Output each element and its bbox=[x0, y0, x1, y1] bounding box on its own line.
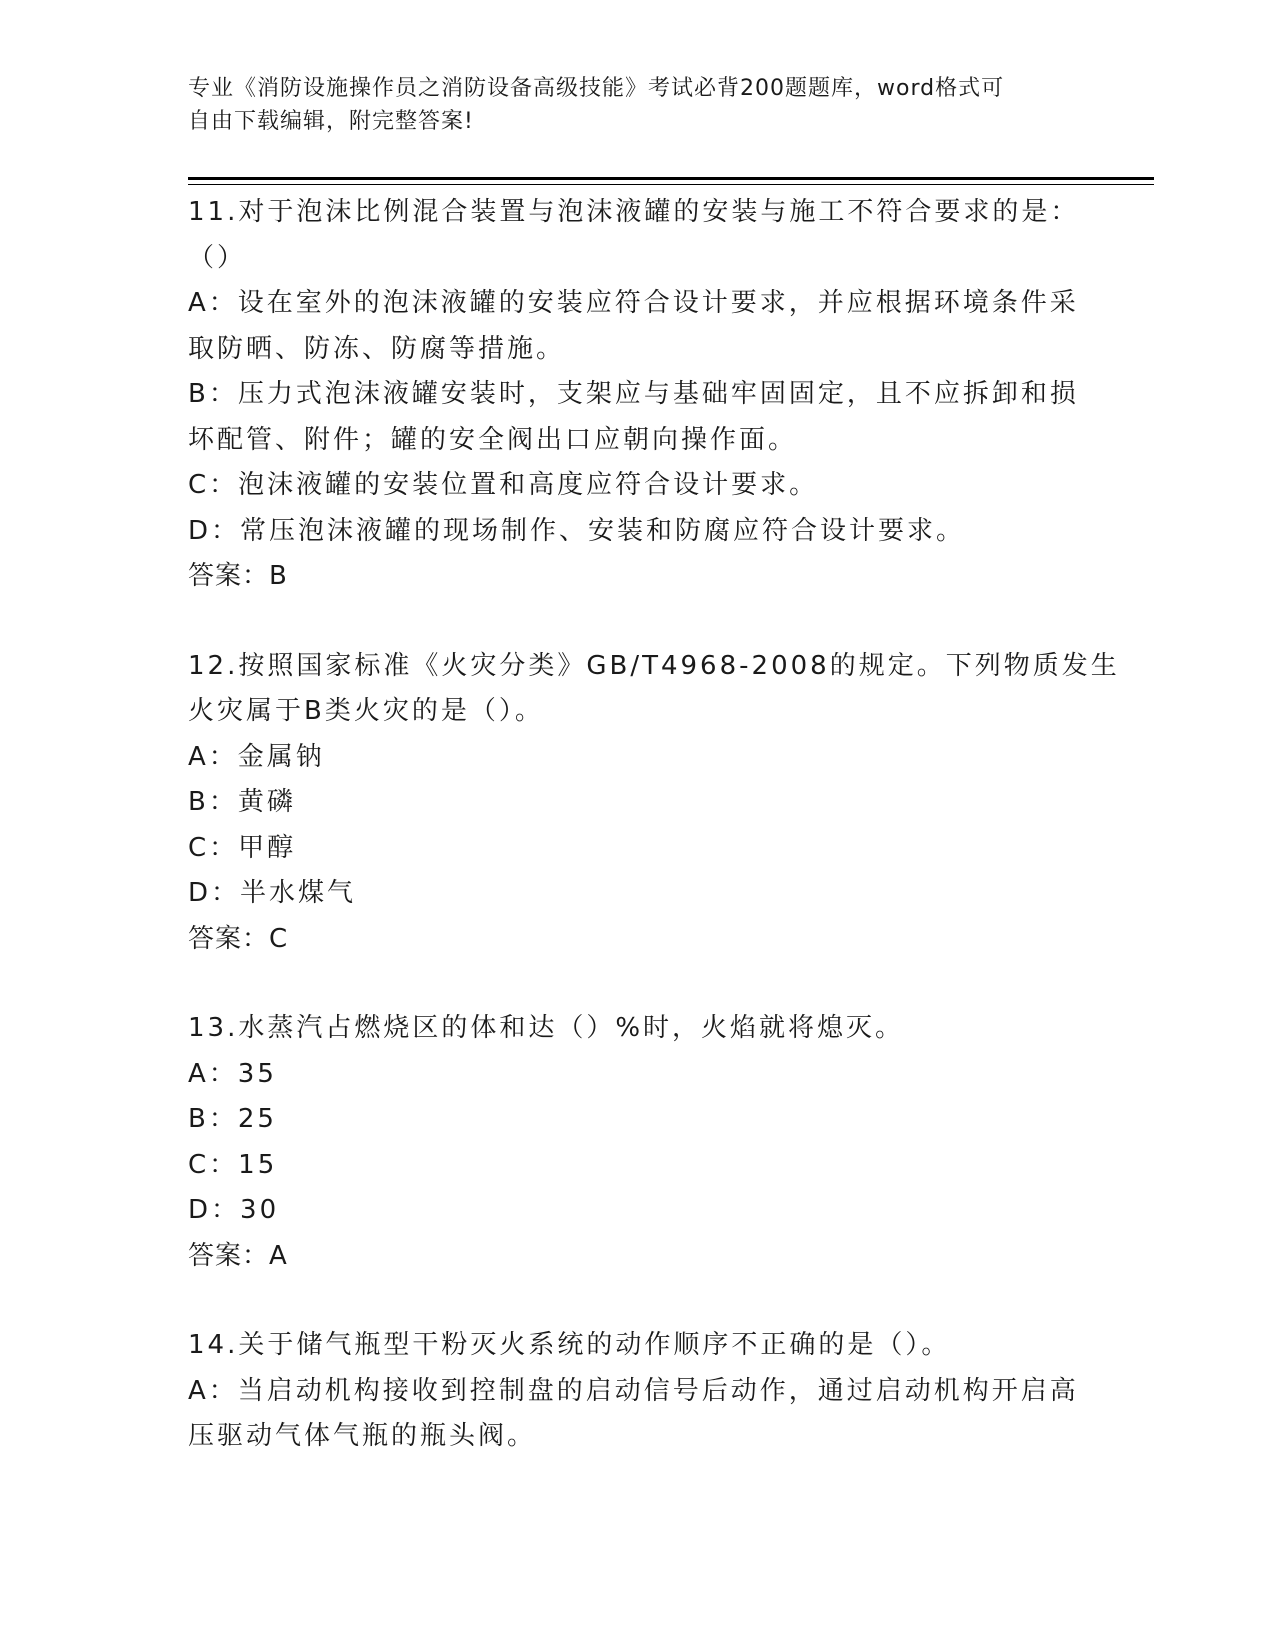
question-list bbox=[188, 190, 1120, 1460]
header-line-2: 自由下载编辑，附完整答案! bbox=[188, 109, 474, 134]
option-line: C：甲醇 bbox=[188, 832, 297, 863]
option-line: D：30 bbox=[188, 1195, 280, 1225]
question-spacer bbox=[188, 600, 1088, 644]
option-line: D：半水煤气 bbox=[188, 878, 357, 908]
question-stem-line: 14.关于储气瓶型干粉灭火系统的动作顺序不正确的是（）。 bbox=[188, 1330, 951, 1360]
option-line: D：常压泡沫液罐的现场制作、安装和防腐应符合设计要求。 bbox=[188, 515, 966, 546]
question-block bbox=[188, 644, 1120, 963]
answer-line: 答案：A bbox=[188, 1240, 288, 1271]
option-line: A：35 bbox=[188, 1058, 277, 1089]
option-line: C：15 bbox=[188, 1149, 278, 1180]
option-line: 坏配管、附件；罐的安全阀出口应朝向操作面。 bbox=[188, 424, 798, 455]
question-stem-line: 13.水蒸汽占燃烧区的体和达（）%时，火焰就将熄灭。 bbox=[188, 1013, 905, 1043]
header-divider-thin bbox=[188, 184, 1154, 185]
question-stem-line: 火灾属于B类火灾的是（）。 bbox=[188, 696, 544, 726]
question-stem-line: （） bbox=[188, 242, 247, 273]
option-line: B：25 bbox=[188, 1104, 277, 1134]
option-line: A：设在室外的泡沫液罐的安装应符合设计要求，并应根据环境条件采 bbox=[188, 288, 1079, 318]
option-line: 压驱动气体气瓶的瓶头阀。 bbox=[188, 1421, 537, 1451]
question-stem-line: 11.对于泡沫比例混合装置与泡沫液罐的安装与施工不符合要求的是： bbox=[188, 197, 1080, 227]
answer-line: 答案：B bbox=[188, 561, 288, 591]
answer-line: 答案：C bbox=[188, 923, 289, 954]
option-line: C：泡沫液罐的安装位置和高度应符合设计要求。 bbox=[188, 470, 819, 500]
document-header bbox=[188, 72, 1068, 138]
question-block bbox=[188, 1323, 1088, 1460]
header-divider-thick bbox=[188, 177, 1154, 180]
question-spacer bbox=[188, 1279, 1088, 1323]
question-stem-line: 12.按照国家标准《火灾分类》GB/T4968-2008的规定。下列物质发生 bbox=[188, 650, 1120, 681]
option-line: B：黄磷 bbox=[188, 787, 296, 817]
question-block bbox=[188, 190, 1088, 600]
option-line: A：金属钠 bbox=[188, 741, 325, 772]
question-spacer bbox=[188, 962, 1088, 1006]
option-line: 取防晒、防冻、防腐等措施。 bbox=[188, 333, 566, 364]
header-line-1: 专业《消防设施操作员之消防设备高级技能》考试必背200题题库，word格式可 bbox=[188, 76, 1005, 101]
option-line: B：压力式泡沫液罐安装时，支架应与基础牢固固定，且不应拆卸和损 bbox=[188, 379, 1079, 409]
question-block bbox=[188, 1006, 1088, 1279]
option-line: A：当启动机构接收到控制盘的启动信号后动作，通过启动机构开启高 bbox=[188, 1375, 1079, 1406]
